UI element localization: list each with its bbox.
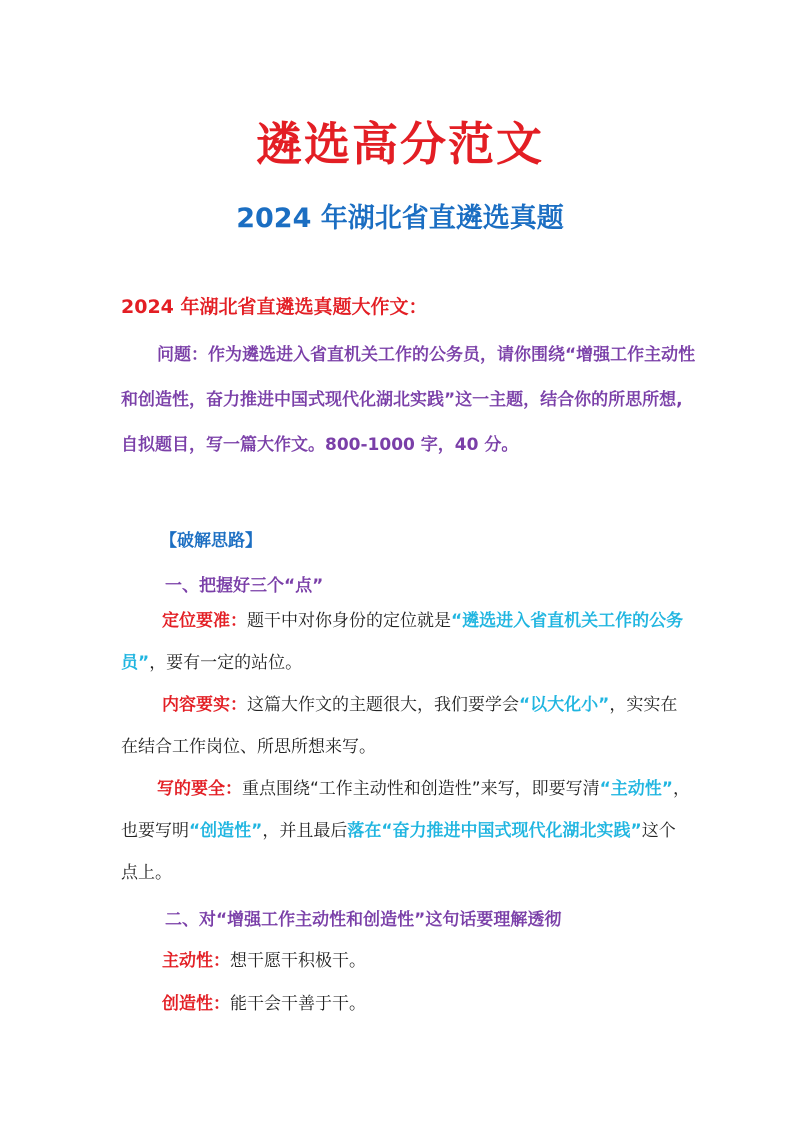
point1-p1-label: 定位要准： bbox=[162, 611, 247, 631]
point1-p3-highlight2: “创造性” bbox=[189, 821, 263, 841]
question-heading: 2024 年湖北省直遴选真题大作文： bbox=[121, 296, 428, 318]
point1-p1-text2: ，要有一定的站位。 bbox=[149, 653, 303, 673]
point1-p3-text1: 重点围绕“工作主动性和创造性”来写，即要写清 bbox=[242, 779, 600, 799]
point2-item2-text: 能干会干善于干。 bbox=[230, 994, 366, 1014]
point2-item-initiative bbox=[162, 946, 366, 971]
point1-p1-highlight: “遴选进入省直机关工作的公务员” bbox=[121, 611, 684, 673]
point2-item2-label: 创造性： bbox=[162, 994, 230, 1014]
point1-p3-highlight3: 落在“奋力推进中国式现代化湖北实践” bbox=[347, 821, 642, 841]
page-subtitle: 2024 年湖北省直遴选真题 bbox=[236, 203, 564, 234]
point1-paragraph-positioning bbox=[121, 600, 691, 684]
point1-paragraph-completeness bbox=[121, 768, 691, 894]
point1-p3-highlight1: “主动性” bbox=[599, 779, 673, 799]
point2-item1-label: 主动性： bbox=[162, 951, 230, 971]
point2-item1-text: 想干愿干积极干。 bbox=[230, 951, 366, 971]
point2-item-creativity bbox=[162, 989, 366, 1014]
point2-header: 二、对“增强工作主动性和创造性”这句话要理解透彻 bbox=[165, 910, 562, 930]
point1-header: 一、把握好三个“点” bbox=[165, 576, 324, 596]
point1-p3-text4: 这个点上。 bbox=[121, 821, 676, 883]
section-header: 【破解思路】 bbox=[160, 531, 262, 551]
point1-paragraph-content bbox=[121, 684, 691, 768]
point1-p2-highlight: “以大化小” bbox=[519, 695, 610, 715]
point1-p3-text3: ，并且最后 bbox=[262, 821, 348, 841]
point1-p3-text2: ，也要写明 bbox=[121, 779, 690, 841]
point1-p1-text1: 题干中对你身份的定位就是 bbox=[247, 611, 451, 631]
question-text: 问题：作为遴选进入省直机关工作的公务员，请你围绕“增强工作主动性和创造性，奋力推进中国式现代化湖北实践”这一主题，结合你的所思所想,自拟题目，写一篇大作文。800-1000 字，40 分。 bbox=[121, 345, 696, 455]
point1-p2-label: 内容要实： bbox=[162, 695, 247, 715]
point1-p3-label: 写的要全： bbox=[157, 779, 242, 799]
point1-p2-text1: 这篇大作文的主题很大，我们要学会 bbox=[247, 695, 519, 715]
page-title: 遴选高分范文 bbox=[256, 117, 544, 171]
point1-p2-text2: ，实实在在结合工作岗位、所思所想来写。 bbox=[121, 695, 678, 757]
